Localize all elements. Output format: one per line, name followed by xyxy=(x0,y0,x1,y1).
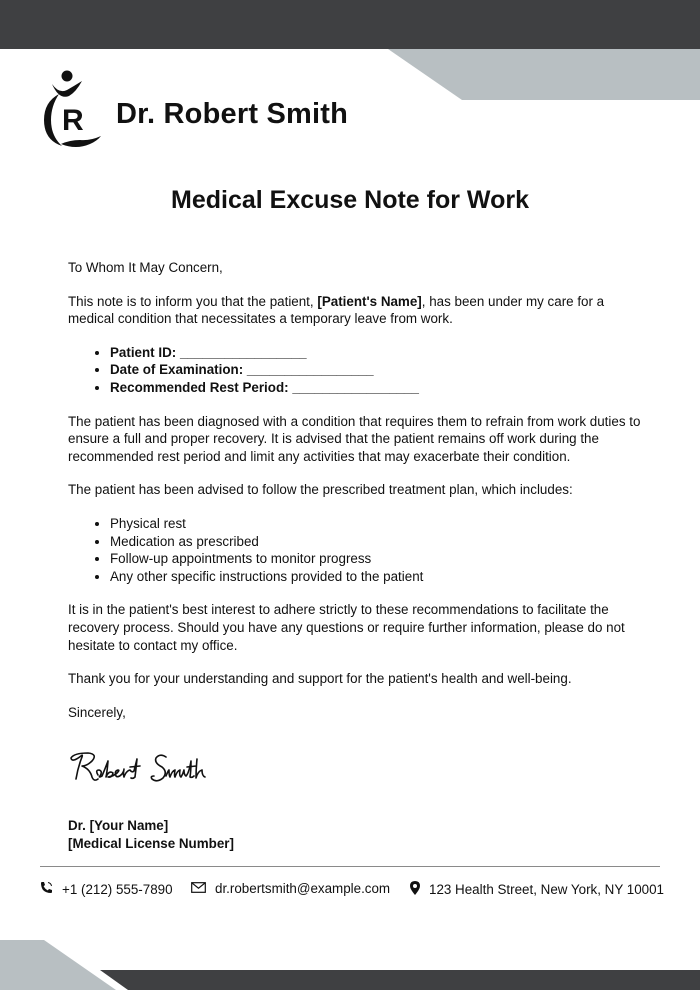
list-item: • Follow-up appointments to monitor progress xyxy=(110,550,648,568)
list-item xyxy=(110,361,648,379)
field-blank: _________________ xyxy=(246,362,374,378)
bottom-accent-shape xyxy=(0,938,700,990)
signature-image xyxy=(68,749,228,789)
phone-icon xyxy=(40,881,53,897)
field-label: Recommended Rest Period: xyxy=(110,379,289,395)
list-item xyxy=(110,379,648,397)
location-pin-icon xyxy=(410,881,420,898)
list-item: • Medication as prescribed xyxy=(110,533,648,551)
list-item: • Any other specific instructions provided to the patient xyxy=(110,568,648,586)
letter-body xyxy=(68,259,648,853)
top-accent-shape xyxy=(0,0,700,101)
list-item: • Physical rest xyxy=(110,515,648,533)
signer-name: Dr. [Your Name] xyxy=(68,818,169,834)
street-address: 123 Health Street, New York, NY 10001 xyxy=(429,882,664,897)
diagnosis-paragraph: The patient has been diagnosed with a condition that requires them to refrain from work duties to ensure a full and proper recovery. It is advised that the patient remains off work during the recommended rest period and limit any activities that may exacerbate their condition. xyxy=(68,413,641,464)
treatment-intro: The patient has been advised to follow the prescribed treatment plan, which includes: xyxy=(68,482,573,498)
contact-address xyxy=(410,881,664,898)
list-item xyxy=(110,344,648,362)
contact-phone xyxy=(40,881,173,897)
intro-text-start: This note is to inform you that the patient, xyxy=(68,293,318,309)
field-label: Date of Examination: xyxy=(110,362,244,378)
email-address[interactable]: dr.robertsmith@example.com xyxy=(215,881,391,896)
footer-divider xyxy=(40,866,660,867)
contact-email xyxy=(191,881,390,896)
salutation: To Whom It May Concern, xyxy=(68,260,223,275)
interest-paragraph: It is in the patient's best interest to adhere strictly to these recommendations to facilitate the recovery process. Should you have any questions or require further information, please do not hesitate to contact my office. xyxy=(68,602,625,653)
field-label: Patient ID: xyxy=(110,344,177,360)
patient-fields-list xyxy=(68,344,648,397)
phone-number[interactable]: +1 (212) 555-7890 xyxy=(62,881,173,897)
signature xyxy=(68,749,648,789)
patient-name-placeholder: [Patient's Name] xyxy=(317,293,422,309)
document-title: Medical Excuse Note for Work xyxy=(171,186,529,214)
treatment-list xyxy=(68,515,648,585)
intro-text-end: , has been under my care for a medical condition that necessitates a temporary leave from work. xyxy=(68,293,605,327)
logo-letter: R xyxy=(62,104,84,137)
field-blank: _________________ xyxy=(179,344,307,360)
license-number: [Medical License Number] xyxy=(68,836,234,852)
intro-paragraph xyxy=(68,293,648,328)
signer-details xyxy=(68,817,648,853)
thanks-paragraph: Thank you for your understanding and support for the patient's health and well-being. xyxy=(68,671,572,687)
closing: Sincerely, xyxy=(68,704,126,720)
field-blank: _________________ xyxy=(292,379,419,395)
envelope-icon xyxy=(191,881,206,896)
doctor-name: Dr. Robert Smith xyxy=(116,98,348,130)
logo xyxy=(38,64,104,150)
